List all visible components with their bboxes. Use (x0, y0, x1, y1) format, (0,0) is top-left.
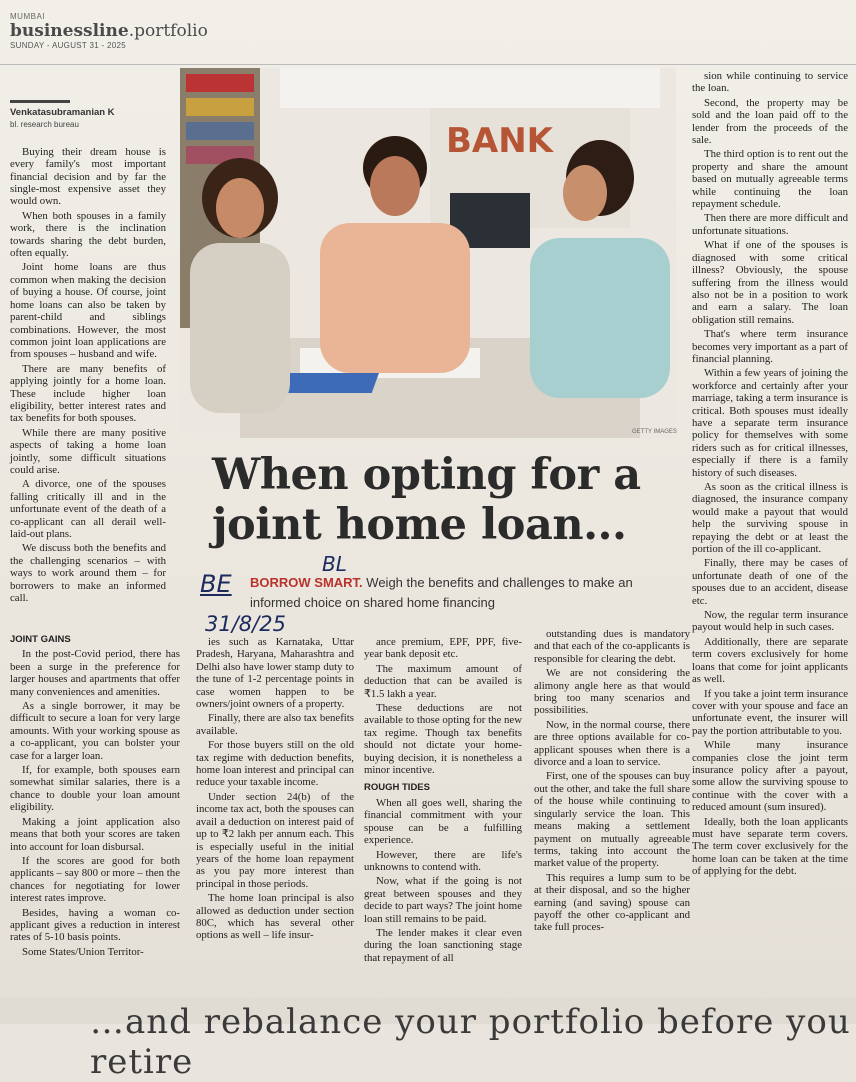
masthead (10, 12, 208, 50)
paragraph: ies such as Karnataka, Uttar Pradesh, Haryana, Maharashtra and Delhi also have lower stamp duty to the tune of 1-2 percentage points in case women happen to be owners/joint owners of a property. (196, 636, 354, 711)
masthead-date: SUNDAY - AUGUST 31 - 2025 (10, 41, 126, 50)
paragraph: The maximum amount of deduction that can be availed is ₹1.5 lakh a year. (364, 662, 522, 700)
column-4 (534, 628, 690, 936)
byline-rule (10, 100, 70, 103)
paragraph: As a single borrower, it may be difficult to secure a loan for very large amounts. With your working spouse as a co-applicant, you can bolster your case for a larger loan. (10, 700, 180, 762)
byline-bureau: bl. research bureau (10, 120, 79, 130)
paragraph: Ideally, both the loan applicants must have separate term covers. The term cover exclusively for the home loan can be taken at the time of applying for the debt. (692, 815, 848, 878)
paragraph: Second, the property may be sold and the loan paid off to the lender from the proceeds of the sale. (692, 96, 848, 147)
col3-paras-1 (364, 636, 522, 776)
col1-bottom-paras (10, 648, 180, 958)
paragraph: While there are many positive aspects of taking a home loan jointly, some difficult situations could arise. (10, 426, 166, 476)
paragraph: Joint home loans are thus common when making the decision of buying a house. Of course, joint home loans can also be taken by parent-child and siblings combinations. However, the most common joint loan applications are from spouses – husband and wife. (10, 261, 166, 361)
paragraph: That's where term insurance becomes very important as a part of financial planning. (692, 328, 848, 365)
masthead-city: MUMBAI (10, 12, 45, 21)
byline-author: Venkatasubramanian K (10, 107, 115, 118)
photo-illustration (180, 68, 676, 438)
paragraph: ance premium, EPF, PPF, five-year bank deposit etc. (364, 636, 522, 661)
paragraph: Buying their dream house is every family's most important financial decision and by far the single-most expensive asset they would own. (10, 145, 166, 208)
brand-bold: businessline (10, 21, 129, 41)
paragraph: There are many benefits of applying jointly for a home loan. These include higher loan eligibility, better interest rates and tax benefits for both spouses. (10, 362, 166, 425)
paragraph: Making a joint application also means that both your scores are taken into account for loan disbursal. (10, 815, 180, 853)
masthead-rule (0, 64, 856, 65)
column-3 (364, 636, 522, 966)
bank-sign: BANK (446, 121, 554, 161)
paragraph: While many insurance companies close the joint term insurance policy after a payout, some allow the surviving spouse to continue with the cover with a reduced amount (sum insured). (692, 739, 848, 814)
col1-top-paras (10, 146, 166, 605)
paragraph: Some States/Union Territor- (22, 945, 144, 958)
paragraph: The lender makes it clear even during the loan sanctioning stage that repayment of all (364, 926, 522, 964)
paragraph: This requires a lump sum to be at their disposal, and so the higher earning (and saving) spouse can payoff the other co-applicant and take full proces- (534, 871, 690, 934)
paragraph: If you take a joint term insurance cover with your spouse and face an unfortunate event, the insurer will pay the portion attributable to you. (692, 687, 848, 737)
paragraph: However, there are life's unknowns to contend with. (364, 848, 522, 873)
paragraph: A divorce, one of the spouses falling critically ill and in the unfortunate event of the death of a co-applicant can all derail well-laid-out plans. (10, 478, 166, 540)
paragraph: sion while continuing to service the loan. (692, 70, 848, 95)
paragraph: If, for example, both spouses earn somewhat similar salaries, there is a chance to double your loan amount eligibility. (10, 764, 180, 814)
masthead-brand (10, 21, 208, 41)
paragraph: The home loan principal is also allowed as deduction under section 80C, which has several other options as well – life insur- (196, 892, 354, 942)
handwritten-be: BE (200, 570, 232, 598)
joint-gains-heading: JOINT GAINS (10, 634, 71, 645)
paragraph: When both spouses in a family work, there is the inclination towards sharing the debt burden, often equally. (10, 209, 166, 260)
handwritten-bl: BL (322, 552, 347, 576)
paragraph: If the scores are good for both applicants – say 800 or more – then the chances for negotiating for lower interest rates improve. (10, 854, 180, 905)
kicker-text: Weigh the benefits and challenges to make an informed choice on shared home financing (250, 575, 633, 610)
paragraph: When all goes well, sharing the financial commitment with your spouse can be a fulfilling experience. (364, 796, 522, 847)
paragraph: Within a few years of joining the workforce and certainly after your marriage, taking a term insurance is critical. Both spouses must ideally have a separate term insurance policy for themselves with some riders such as for critical illnesses, especially if there is a family history of such diseases. (692, 367, 848, 479)
handwritten-date: 31/8/25 (205, 612, 286, 636)
col3-paras-2 (364, 797, 522, 964)
kicker-label: BORROW SMART. (250, 575, 363, 590)
paragraph: Then there are more difficult and unfortunate situations. (692, 212, 848, 237)
next-article-headline: …and rebalance your portfolio before you retire (90, 1002, 851, 1082)
column-5 (692, 70, 848, 880)
column-1-top (10, 100, 166, 606)
paragraph: We discuss both the benefits and the challenging scenarios – with ways to work around them – for borrowers to make an informed call. (10, 542, 166, 605)
brand-rest: .portfolio (128, 21, 208, 41)
paragraph: What if one of the spouses is diagnosed with some critical illness? Obviously, the spouse suffering from the illness would also not be in a position to work and earn a salary. The loan obligation still remains. (692, 239, 848, 326)
photo-credit: GETTY IMAGES (632, 429, 677, 435)
kicker (250, 573, 670, 613)
paragraph: As soon as the critical illness is diagnosed, the insurance company would make a payout that would help the surviving spouse in repaying the debt or at least the portion of the ill co-applicant. (692, 481, 848, 556)
paragraph: Now, in the normal course, there are three options available for co-applicant spouses when there is a divorce and a loan to service. (534, 718, 690, 769)
paragraph: These deductions are not available to those opting for the new tax regime. Though tax benefits should not dictate your home-buying decision, it is nonetheless a minor incentive. (364, 702, 522, 777)
column-2 (196, 636, 354, 944)
paragraph: outstanding dues is mandatory and that each of the co-applicants is responsible for clearing the debt. (534, 628, 690, 665)
paragraph: Besides, having a woman co-applicant gives a reduction in interest rates of 5-10 basis points. (10, 906, 180, 944)
paragraph: Finally, there may be cases of unfortunate death of one of the spouses due to an accident, disease etc. (692, 557, 848, 607)
paragraph: Additionally, there are separate term covers exclusively for home loans that come for joint applicants as well. (692, 635, 848, 686)
paragraph: First, one of the spouses can buy out the other, and take the full share of the house while continuing to singularly service the loan. This means making a settlement payment on mutually agreeable terms, taking into account the market value of the property. (534, 770, 690, 870)
bank-photo (180, 68, 676, 438)
paragraph: In the post-Covid period, there has been a surge in the preference for larger houses and apartments that offer many conveniences and amenities. (10, 648, 180, 698)
paragraph: Finally, there are also tax benefits available. (196, 712, 354, 737)
paragraph: Now, what if the going is not great between spouses and they decide to part ways? The joint home loan still remains to be paid. (364, 875, 522, 925)
paragraph: The third option is to rent out the property and share the amount based on mutually agreeable terms while continuing the loan repayment schedule. (692, 148, 848, 211)
rough-tides-heading: ROUGH TIDES (364, 782, 430, 794)
paragraph: We are not considering the alimony angle here as that would bring too many scenarios and possibilities. (534, 667, 690, 717)
paragraph: Now, the regular term insurance payout would help in such cases. (692, 609, 848, 634)
next-article-strip (0, 998, 856, 1082)
column-1-bottom (10, 628, 180, 960)
headline: When opting for a joint home loan... (212, 450, 641, 550)
paragraph: For those buyers still on the old tax regime with deduction benefits, home loan interest and principal can reduce your taxable income. (196, 739, 354, 789)
paragraph: Under section 24(b) of the income tax act, both the spouses can avail a deduction on interest paid of up to ₹2 lakh per annum each. This is especially useful in the initial years of the home loan repayment as you pay more interest than principal in those periods. (196, 790, 354, 890)
